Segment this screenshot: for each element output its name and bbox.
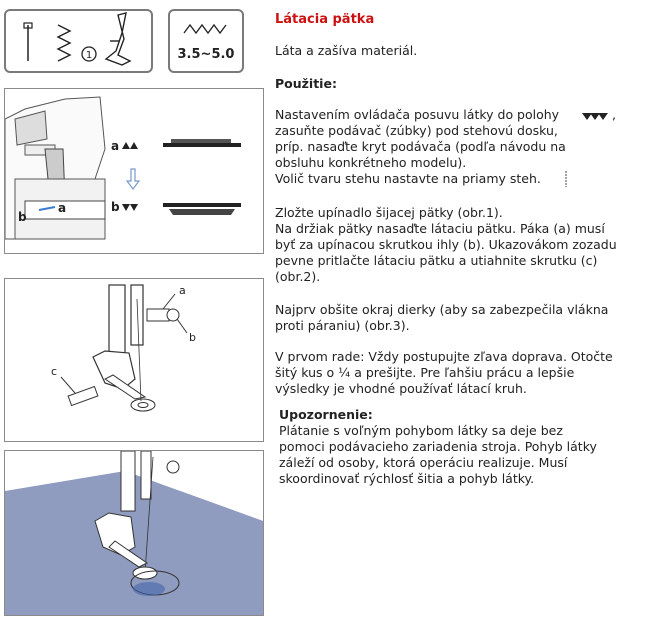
sewing-machine-illustration <box>5 89 263 253</box>
warning-line-3: záleží od osoby, ktorá operáciu realizuje. Musí <box>279 455 568 470</box>
para4-line-2: šitý kus o ¼ a prešijte. Pre ľahšiu prácu a lepšie <box>275 365 575 380</box>
para4-line-3: výsledky je vhodné používať látací kruh. <box>275 381 527 396</box>
warning-line-2: pomoci podávacieho zariadenia stroja. Pohyb látky <box>279 439 597 454</box>
para2-line-4: pevne pritlačte látaciu pätku a utiahnite skrutku (c) <box>275 253 598 268</box>
fig1-label-a-top: a <box>111 139 120 153</box>
figure-3-darning-in-progress <box>4 450 264 616</box>
para1-line-5: Volič tvaru stehu nastavte na priamy steh. <box>275 171 541 186</box>
stitch-length-icon-box <box>168 9 244 73</box>
para2-line-2: Na držiak pätky nasaďte látaciu pätku. Páka (a) musí <box>275 221 605 236</box>
warning-line-4: skoordinovať rýchlosť šitia a pohyb látky. <box>279 471 535 486</box>
presser-foot-icon <box>6 11 151 71</box>
fig2-label-c: c <box>51 365 58 378</box>
darning-foot-illustration <box>5 279 263 441</box>
figure-1-feed-dogs <box>4 88 264 254</box>
fig1-label-a-left: a <box>58 201 67 215</box>
para1-line-3: príp. nasaďte kryt podávača (podľa návodu na <box>275 139 566 154</box>
fig1-label-b-left: b <box>18 210 27 224</box>
straight-stitch-icon <box>563 171 569 187</box>
figure-2-darning-foot-attach <box>4 278 264 442</box>
para1-line-1: Nastavením ovládača posuvu látky do polohy <box>275 107 560 122</box>
para1-line-4: obsluhu konkrétneho modelu). <box>275 155 467 170</box>
para3-line-1: Najprv obšite okraj dierky (aby sa zabezpečila vlákna <box>275 302 609 317</box>
warning-line-1: Plátanie s voľným pohybom látky sa deje bez <box>279 423 563 438</box>
usage-heading: Použitie: <box>275 76 337 91</box>
darning-fabric-illustration <box>5 451 263 615</box>
fig2-label-b: b <box>189 331 196 344</box>
para2-line-3: byť za upínacou skrutkou ihly (b). Ukazovákom zozadu <box>275 237 617 252</box>
page-title: Látacia pätka <box>275 12 375 27</box>
stitch-length-value: 3.5~5.0 <box>177 47 235 62</box>
fig2-label-a: a <box>179 284 186 297</box>
foot-number: 1 <box>85 50 93 61</box>
zigzag-stitch-icon <box>170 11 242 41</box>
para1-line-2: zasuňte podávač (zúbky) pod stehovú dosku, <box>275 123 558 138</box>
para2-line-5: (obr.2). <box>275 269 321 284</box>
para2-line-1: Zložte upínadlo šijacej pätky (obr.1). <box>275 205 503 220</box>
warning-heading: Upozornenie: <box>279 407 373 422</box>
fig1-label-b-right: b <box>111 200 120 214</box>
stitch-pattern-icon-box <box>4 9 153 73</box>
para3-line-2: proti páraniu) (obr.3). <box>275 318 410 333</box>
para4-line-1: V prvom rade: Vždy postupujte zľava doprava. Otočte <box>275 349 613 364</box>
intro-text: Láta a zašíva materiál. <box>275 43 418 58</box>
feed-dog-lowered-icon <box>582 112 612 122</box>
